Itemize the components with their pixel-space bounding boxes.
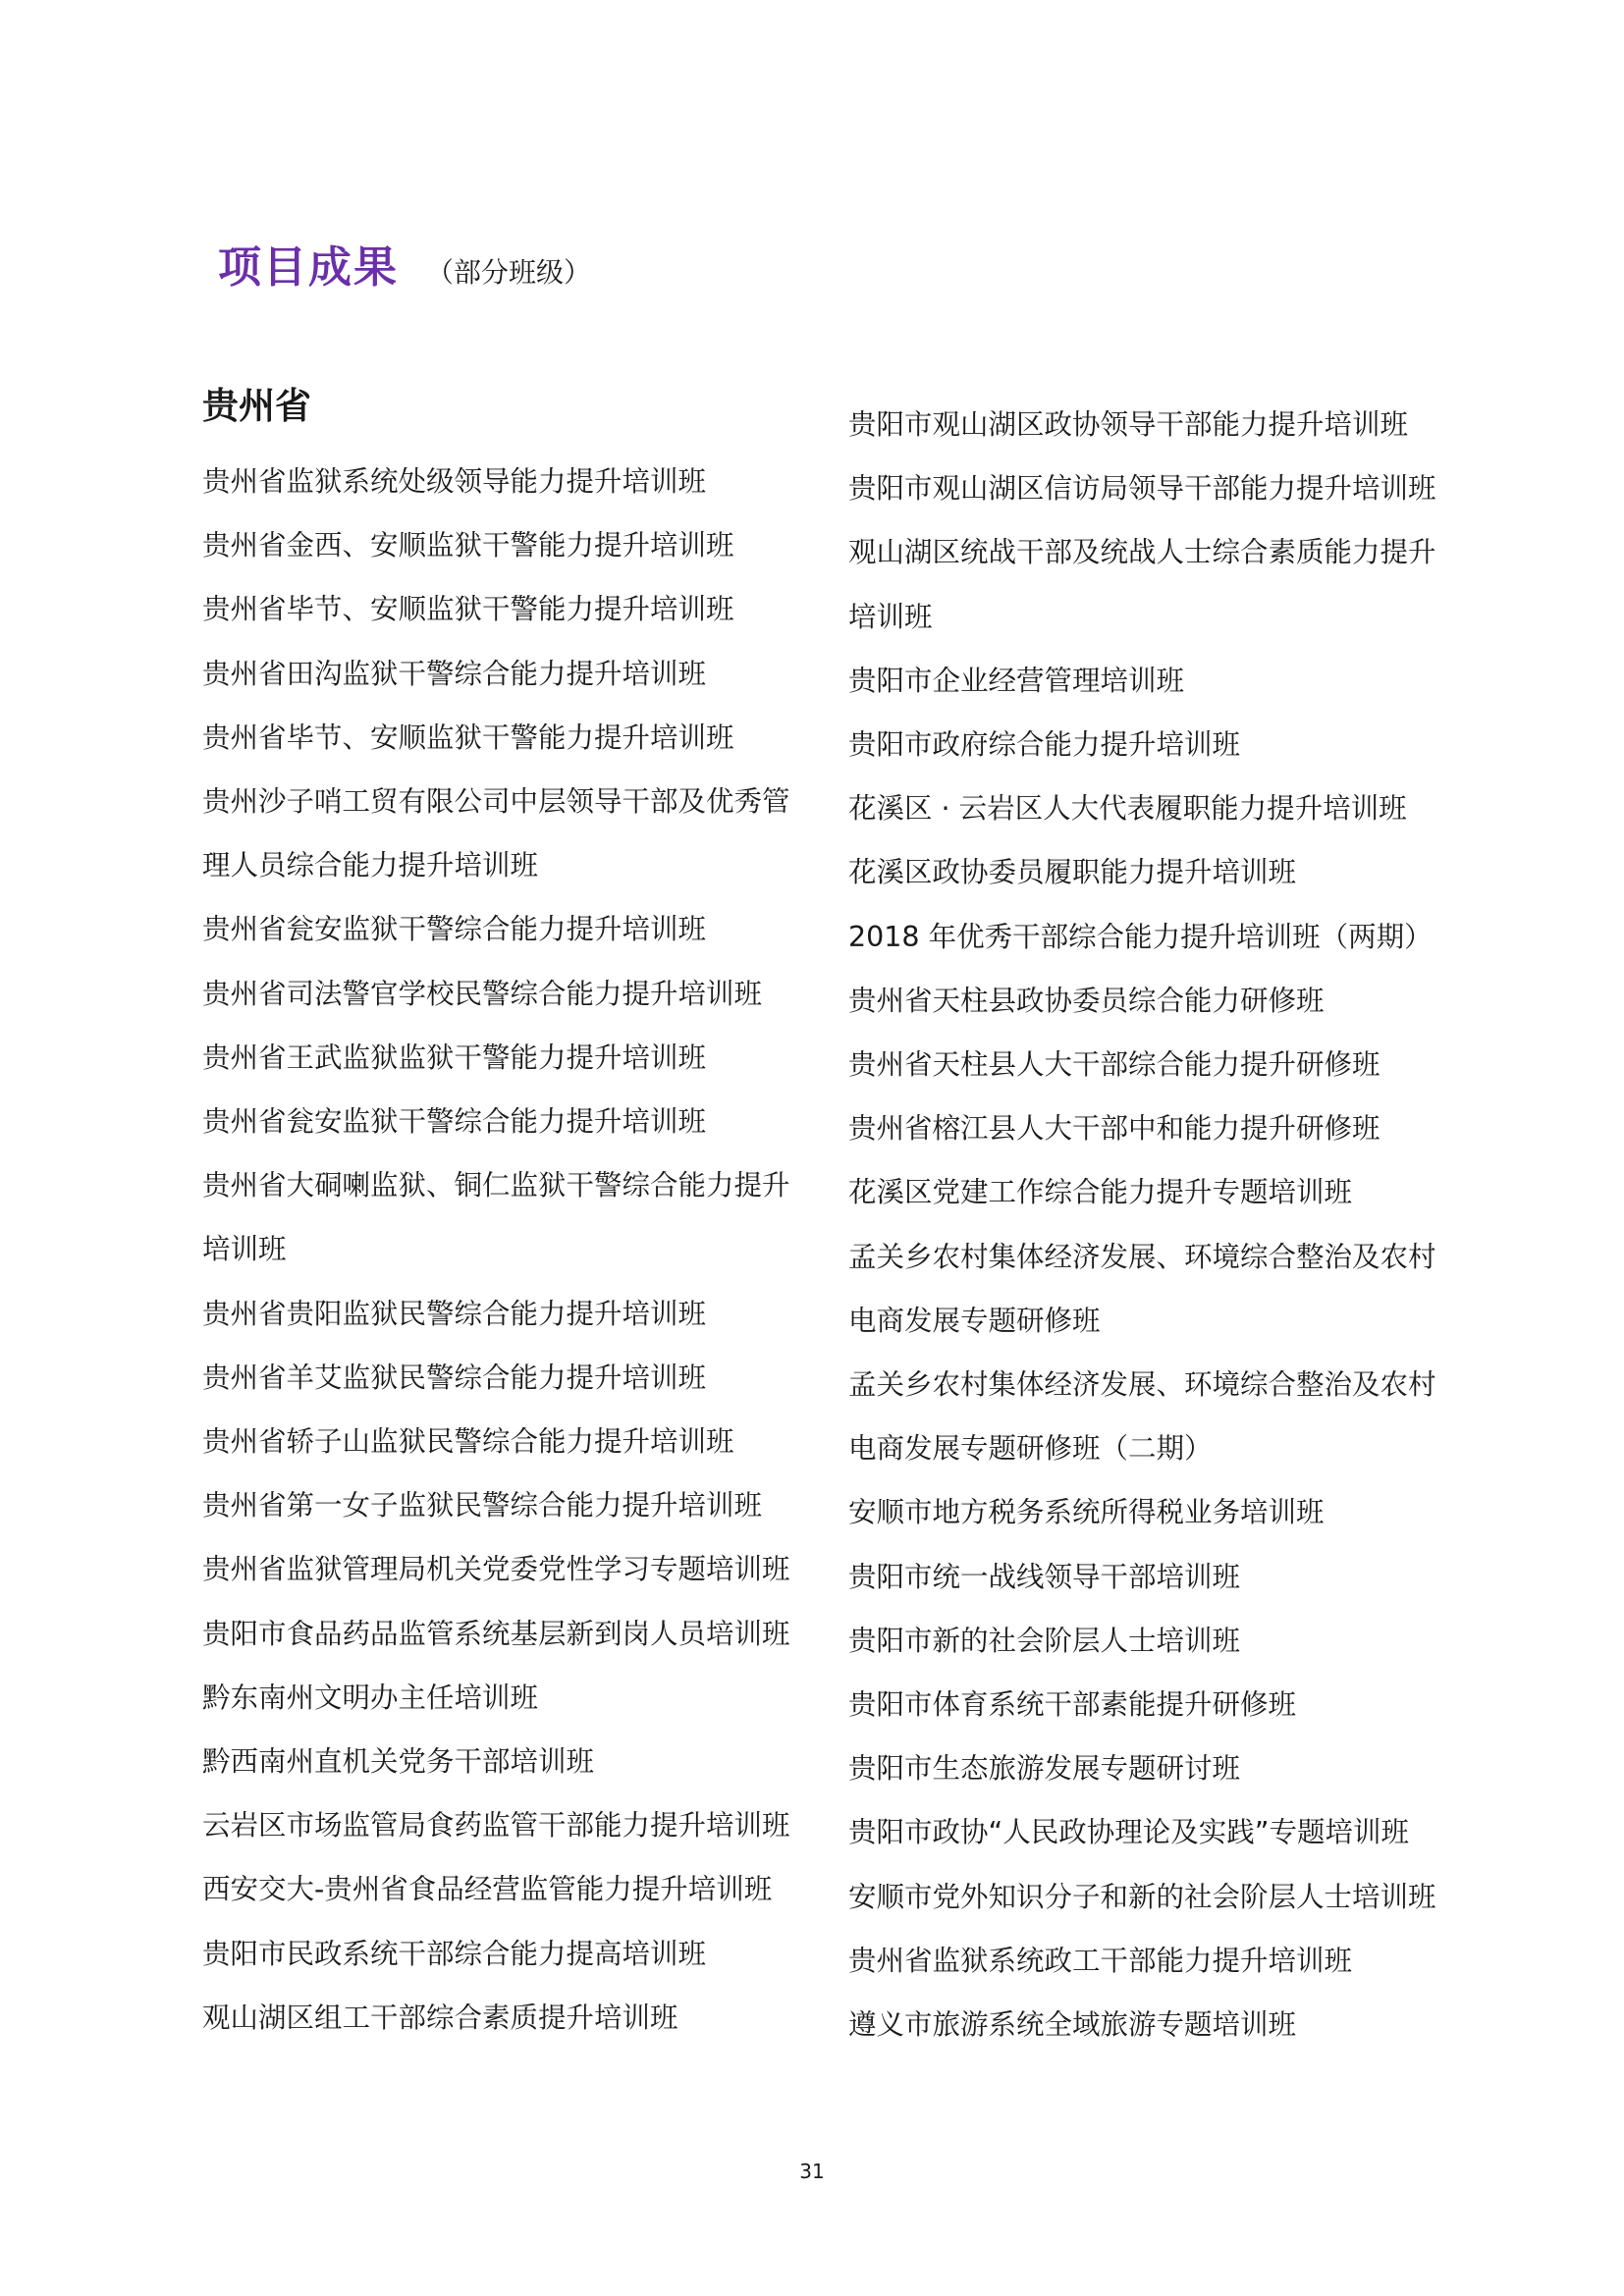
list-item: 贵州省贵阳监狱民警综合能力提升培训班 — [202, 1297, 707, 1330]
list-item: 贵州省王武监狱监狱干警能力提升培训班 — [202, 1041, 707, 1074]
right-entry-list — [848, 393, 1487, 2056]
list-item: 电商发展专题研修班（二期） — [848, 1432, 1213, 1466]
left-entry-list — [202, 450, 831, 2050]
list-item: 贵州省瓮安监狱干警综合能力提升培训班 — [202, 913, 707, 946]
page-title: 项目成果 — [218, 242, 399, 293]
page-header — [218, 232, 591, 294]
list-item: 贵州省毕节、安顺监狱干警能力提升培训班 — [202, 721, 734, 754]
list-item: 贵阳市政府综合能力提升培训班 — [848, 728, 1241, 762]
list-item: 安顺市地方税务系统所得税业务培训班 — [848, 1496, 1325, 1529]
list-item: 贵州省监狱系统处级领导能力提升培训班 — [202, 465, 707, 498]
list-item: 贵阳市观山湖区信访局领导干部能力提升培训班 — [848, 472, 1436, 506]
list-item: 理人员综合能力提升培训班 — [202, 849, 539, 882]
list-item: 贵阳市政协“人民政协理论及实践”专题培训班 — [848, 1816, 1410, 1849]
list-item: 电商发展专题研修班 — [848, 1304, 1101, 1337]
page-number: 31 — [799, 2160, 825, 2183]
left-column — [202, 373, 831, 2050]
list-item: 贵州省司法警官学校民警综合能力提升培训班 — [202, 977, 763, 1010]
list-item: 花溪区政协委员履职能力提升培训班 — [848, 856, 1297, 889]
list-item: 贵州省榕江县人大干部中和能力提升研修班 — [848, 1112, 1380, 1146]
list-item: 贵州省羊艾监狱民警综合能力提升培训班 — [202, 1361, 707, 1394]
list-item: 贵阳市食品药品监管系统基层新到岗人员培训班 — [202, 1617, 790, 1650]
section-heading: 贵州省 — [202, 385, 311, 427]
list-item: 观山湖区组工干部综合素质提升培训班 — [202, 2001, 678, 2034]
list-item: 观山湖区统战干部及统战人士综合素质能力提升 — [848, 536, 1436, 569]
list-item: 安顺市党外知识分子和新的社会阶层人士培训班 — [848, 1880, 1436, 1913]
list-item: 贵阳市生态旅游发展专题研讨班 — [848, 1752, 1241, 1786]
list-item: 贵阳市企业经营管理培训班 — [848, 664, 1185, 697]
list-item: 贵阳市民政系统干部综合能力提高培训班 — [202, 1937, 707, 1970]
list-item: 西安交大-贵州省食品经营监管能力提升培训班 — [202, 1873, 773, 1906]
list-item: 贵阳市统一战线领导干部培训班 — [848, 1560, 1241, 1593]
list-item: 培训班 — [202, 1233, 287, 1266]
list-item: 黔东南州文明办主任培训班 — [202, 1681, 539, 1714]
list-item: 孟关乡农村集体经济发展、环境综合整治及农村 — [848, 1240, 1436, 1273]
list-item: 贵州省监狱系统政工干部能力提升培训班 — [848, 1944, 1353, 1977]
list-item: 贵州省田沟监狱干警综合能力提升培训班 — [202, 657, 707, 690]
right-column — [848, 393, 1487, 2056]
list-item: 贵州省瓮安监狱干警综合能力提升培训班 — [202, 1105, 707, 1139]
list-item: 贵州省轿子山监狱民警综合能力提升培训班 — [202, 1425, 734, 1459]
list-item: 孟关乡农村集体经济发展、环境综合整治及农村 — [848, 1368, 1436, 1402]
list-item: 贵州省天柱县政协委员综合能力研修班 — [848, 984, 1325, 1017]
list-item: 贵州省毕节、安顺监狱干警能力提升培训班 — [202, 593, 734, 626]
list-item: 贵阳市新的社会阶层人士培训班 — [848, 1624, 1241, 1657]
list-item: 贵州省大硐喇监狱、铜仁监狱干警综合能力提升 — [202, 1169, 790, 1202]
list-item: 黔西南州直机关党务干部培训班 — [202, 1745, 595, 1779]
page-subtitle: （部分班级） — [426, 256, 592, 289]
list-item: 贵州省第一女子监狱民警综合能力提升培训班 — [202, 1489, 763, 1522]
list-item: 贵州省监狱管理局机关党委党性学习专题培训班 — [202, 1553, 790, 1586]
list-item: 培训班 — [848, 600, 933, 633]
list-item: 云岩区市场监管局食药监管干部能力提升培训班 — [202, 1809, 790, 1842]
list-item: 贵阳市体育系统干部素能提升研修班 — [848, 1688, 1297, 1722]
list-item: 遵义市旅游系统全域旅游专题培训班 — [848, 2008, 1297, 2042]
list-item: 花溪区党建工作综合能力提升专题培训班 — [848, 1176, 1353, 1209]
list-item: 花溪区 · 云岩区人大代表履职能力提升培训班 — [848, 792, 1407, 826]
list-item: 2018 年优秀干部综合能力提升培训班（两期） — [848, 920, 1433, 953]
list-item: 贵阳市观山湖区政协领导干部能力提升培训班 — [848, 408, 1409, 441]
list-item: 贵州省金西、安顺监狱干警能力提升培训班 — [202, 529, 734, 562]
list-item: 贵州省天柱县人大干部综合能力提升研修班 — [848, 1048, 1380, 1082]
list-item: 贵州沙子哨工贸有限公司中层领导干部及优秀管 — [202, 785, 790, 819]
